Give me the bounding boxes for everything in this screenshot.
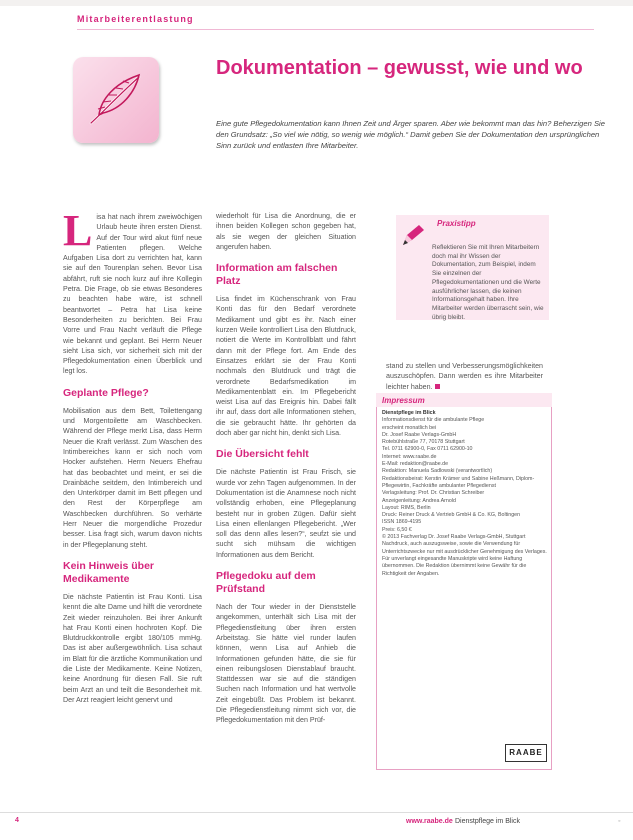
paragraph: wiederholt für Lisa die Anordnung, die er ihnen beiden Kollegen schon gegeben hat, als sie wegen der gleichen Situation angerufen haben. [216, 212, 356, 251]
impressum-body [382, 410, 548, 578]
subheading-pflegedoku-pruefstand: Pflegedoku auf dem Prüfstand [216, 570, 316, 596]
subheading-uebersicht-fehlt: Die Übersicht fehlt [216, 448, 309, 461]
footer-url-link[interactable]: www.raabe.de [406, 818, 453, 825]
intro-paragraph [63, 206, 202, 377]
feather-icon [73, 57, 159, 143]
paragraph: Die nächste Patientin ist Frau Frisch, sie wurde vor zehn Tagen aufgenommen. In der Dokumentation ist die Anamnese noch nicht vollständig erhoben, eine Pflegeplanung besteht nur in groben Zügen. Dafür sieht Lisa einen ellenlangen Pflegebericht. „Wer soll das denn alles lesen?“, seufzt sie und sucht sich mühsam die wichtigen Informationen aus dem Bericht. [216, 468, 356, 559]
drop-cap: L [63, 206, 93, 255]
impressum-line: Dr. Josef Raabe Verlags-GmbH [382, 431, 457, 438]
practice-tip-title: Praxistipp [437, 219, 476, 228]
paragraph: Lisa findet im Küchenschrank von Frau Konti das für den Bedarf verordnete Medikament und gibt es ihr. Nach einer kurzen Weile kontrolliert Lisa den Blutdruck, notiert die Werte im Kontrollblatt und fährt dann mit der Pflege fort. Am Ende des Einsatzes erklärt sie der Frau Konti nochmals den Blutdruck und trägt die verordnete Bedarfsmedikation im Medikamentenblatt ein. Im Pflegebericht weist Lisa auf das Ereignis hin. Dabei fällt ihr auf, dass dort alle Informationen stehen, die sie gebraucht hätte. Ihr gehörten da doch aber gar nicht hin, denkt sich Lisa. [216, 295, 356, 438]
footer-marker: ◦ [618, 818, 621, 825]
impressum-line: Nachdruck, auch auszugsweise, sowie die Verwendung für Unterrichtszwecke nur mit ausdrücklicher Genehmigung des Verlages. Für unverlangt eingesandte Manuskripte wird keine Haftung übernommen. Die Redaktion übernimmt keine Gewähr für die Richtigkeit der Angaben. [382, 541, 547, 577]
impressum-line: Tel. 0711 62900-0, Fax 0711 62900-10 [382, 446, 473, 453]
subheading-information-falscher-platz: Information am falschen Platz [216, 262, 338, 288]
paragraph: Die nächste Patientin ist Frau Konti. Lisa kennt die alte Dame und hilft die verordnete Zeit wieder reinzuholen. Bei ihrer Ankunft hat Frau Konti einen hochroten Kopf. Die Blutdruckkontrolle ergibt 180/105 mmHg. Das ist aber außergewöhnlich. Lisa schaut im Blatt für die ärztliche Kommunikation und die Liste der Medikamente. Keine Notizen, keine Anordnung für diesen Fall. Sie ruft beim Arzt an und teilt die Besonderheit mit. Der Arzt reagiert leicht genervt und [63, 592, 202, 704]
intro-text: isa hat nach ihrem zweiwöchigen Urlaub heute ihren ersten Dienst. Auf der Tour wird akut fünf neue Patienten pflegen. Welche Aufgaben Lisa dort zu verrichten hat, kann sie auf den Tourenplan sehen. Bevor Lisa abfährt, ruft sie noch kurz auf ihre Kollegin Petra. Die Frage, ob sie etwas Besonderes zu beachten habe wäre, ist schnell beantwortet – Petra hat Lisa keine Besonderheiten zu berichten. Bei Frau Vorre und Frau Nacht verläuft die Pflege wie bekannt und geplant. Bei Herrn Neuer sieht Lisa sich, vor sicherheit sich mit der Pflegedokumentation einen Überblick und legt los. [63, 213, 202, 376]
impressum-line: Druck: Reiner Druck & Vertrieb GmbH & Co. KG, Boltingen [382, 512, 521, 519]
impressum-line: Redaktion: Manuela Sadlowski (verantwortlich) [382, 468, 493, 475]
article-column-3 [386, 361, 543, 394]
impressum-line: ISSN 1869-4195 [382, 519, 422, 526]
end-mark [435, 384, 440, 389]
closing-text: stand zu stellen und Verbesserungsmöglichkeiten auszuschöpfen. Dann werden es ihre Mitarbeiter leichter haben. [386, 362, 543, 391]
article-column-2 [216, 211, 356, 728]
impressum-line: erscheint monatlich bei [382, 424, 437, 431]
raabe-logo: RAABE [505, 744, 547, 762]
footer-divider [0, 812, 633, 813]
practice-tip-text: Reflektieren Sie mit Ihren Mitarbeitern doch mal ihr Wissen der Dokumentation, zum Beispiel, indem Sie einzelnen der Pflegedokumentationen und die Werte ausführlicher lassen, die keinen Informationsgehalt haben. Ihre Mitarbeiter werden überrascht sein, wie übrig bleibt. [432, 244, 544, 321]
article-lead: Eine gute Pflegedokumentation kann Ihnen Zeit und Ärger sparen. Aber wie bekommt man das hin? Beherzigen Sie den Grundsatz: „So viel wie nötig, so wenig wie möglich.“ Damit geben Sie der Dokumentation den ursprünglichen Sinn zurück und entlasten Ihre Mitarbeiter. [216, 119, 605, 150]
subheading-kein-hinweis: Kein Hinweis über Medikamente [63, 559, 155, 585]
pencil-icon [399, 223, 427, 249]
article-title: Dokumentation – gewusst, wie und wo [216, 57, 583, 79]
paragraph: Mobilisation aus dem Bett, Toilettengang und Morgentoilette am Waschbecken. Während der Pflege merkt Lisa, dass Herrn Neuer die Kraft verlässt. Zum Waschen des Intimbereiches kann er sich noch vom Hocker aufstehen. Herrn Neuers Ehefrau hat das beobachtet und meint, er sei die Drainbäche seitdem, den Intimbereich und den Unterkörper damit im Bett pflegen und den Rest der Körperpflege am Waschbecken durchführen. So verhärte Herr Neuer die morgendliche Prozedur besser. Lisa fragt sich, warum davon nichts in der Pflegeplanung steht. [63, 406, 202, 549]
article-column-1 [63, 206, 202, 707]
impressum-line: E-Mail: redaktion@raabe.de [382, 461, 449, 468]
section-label: Mitarbeiterentlastung [77, 14, 194, 24]
impressum-line: Verlagsleitung: Prof. Dr. Christian Schreiber [382, 490, 485, 497]
section-divider [77, 29, 594, 30]
page-number: 4 [15, 817, 19, 824]
impressum-line: Informationsdienst für die ambulante Pflege [382, 417, 485, 424]
impressum-title: Impressum [382, 396, 425, 405]
paragraph: Nach der Tour wieder in der Dienststelle angekommen, unterhält sich Lisa mit der Pflegedienstleitung über ihren ersten Arbeitstag. Sie hätte viel runder laufen können, wenn Lisa auf Anhieb die Informationen gefunden hätte, die sie für einen reibungslosen Dienstablauf braucht. Stattdessen war sie auf die ständigen Suchen nach Information und hat wertvolle Zeit eingebüßt. Das Problem ist bekannt. Die Pflegedienstleitung nimmt sich vor, die Pflegedokumentation mit den Prüf- [216, 603, 356, 725]
impressum-line: Layout: RIMS, Berlin [382, 504, 431, 511]
impressum-publication: Dienstpflege im Blick [382, 410, 436, 416]
impressum-line: Internet: www.raabe.de [382, 453, 437, 460]
impressum-line: Rotebühlstraße 77, 70178 Stuttgart [382, 439, 465, 446]
impressum-line: © 2013 Fachverlag Dr. Josef Raabe Verlags-GmbH, Stuttgart [382, 534, 526, 541]
top-stripe [0, 0, 633, 6]
impressum-line: Preis: 6,50 € [382, 526, 412, 533]
impressum-line: Redaktionsbeirat: Kerstin Krämer und Sabine Heßmann, Diplom-Pflegewirtin, Fachkräfte ambulanter Pflegedienst [382, 475, 535, 489]
impressum-line: Anzeigenleitung: Andrea Arnold [382, 497, 456, 504]
closing-paragraph [386, 361, 543, 392]
footer-publication: Dienstpflege im Blick [455, 818, 520, 825]
subheading-geplante-pflege: Geplante Pflege? [63, 386, 149, 399]
